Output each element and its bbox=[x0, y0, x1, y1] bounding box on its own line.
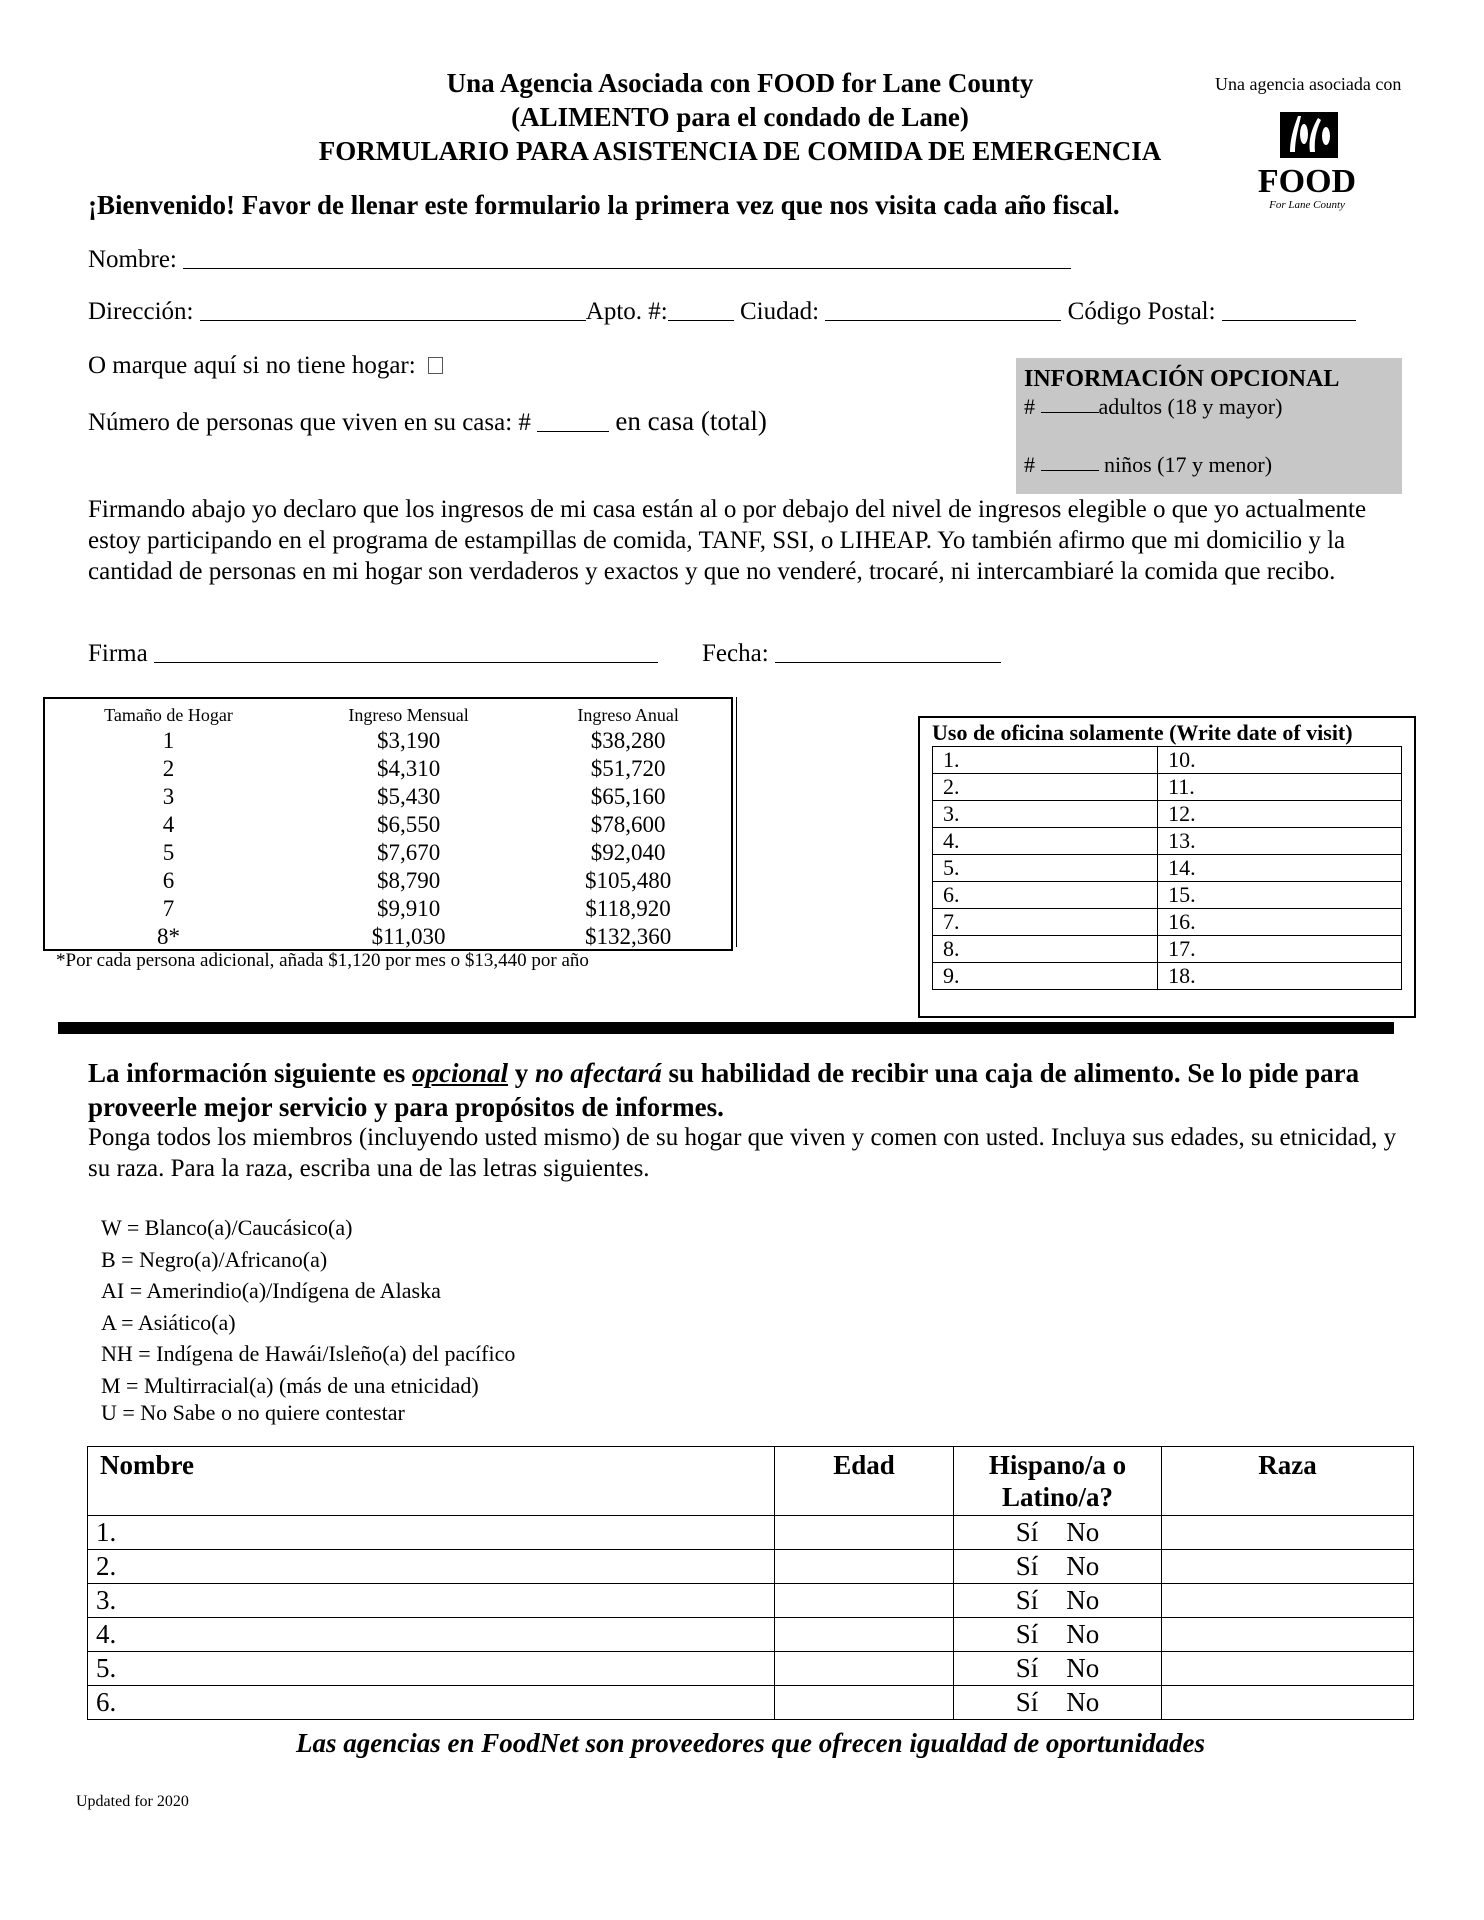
income-row bbox=[45, 923, 731, 951]
income-row bbox=[45, 727, 731, 755]
income-cell-annual: $118,920 bbox=[585, 896, 671, 921]
household-row bbox=[88, 1550, 1414, 1584]
hispanic-no-option[interactable]: No bbox=[1066, 1619, 1100, 1649]
address-field[interactable] bbox=[200, 298, 586, 321]
income-cell-size: 5 bbox=[162, 840, 175, 865]
household-name-cell[interactable] bbox=[88, 1584, 775, 1618]
heading-part3: su habilidad de recibir una caja de alimento. Se lo pide para proveerle mejor servicio y para propósitos de informes. bbox=[88, 1058, 1360, 1122]
household-row bbox=[88, 1652, 1414, 1686]
household-name-cell[interactable] bbox=[88, 1618, 775, 1652]
children-prefix: # bbox=[1024, 452, 1035, 477]
office-use-row bbox=[933, 963, 1402, 990]
logo-caption: Una agencia asociada con bbox=[1215, 74, 1402, 94]
income-cell-size: 8* bbox=[156, 924, 180, 949]
household-race-cell[interactable] bbox=[1162, 1652, 1414, 1686]
income-header-monthly: Ingreso Mensual bbox=[348, 704, 469, 725]
income-cell-annual: $105,480 bbox=[584, 868, 672, 893]
income-table bbox=[43, 697, 733, 951]
household-header-hispanic-line1: Hispano/a o bbox=[988, 1450, 1127, 1480]
race-codes-list bbox=[101, 1212, 515, 1429]
race-code-item: M = Multirracial(a) (más de una etnicidad) bbox=[101, 1372, 479, 1398]
office-use-visit-date-cell[interactable]: 6. bbox=[933, 882, 1158, 909]
income-table-side-line bbox=[736, 697, 737, 947]
homeless-checkbox[interactable] bbox=[428, 357, 443, 374]
income-cell-monthly: $7,670 bbox=[376, 840, 441, 865]
logo-sub-text: For Lane County bbox=[1269, 199, 1345, 211]
income-cell-size: 1 bbox=[162, 728, 175, 753]
office-use-visit-date-cell[interactable]: 2. bbox=[933, 774, 1158, 801]
income-cell-size: 2 bbox=[162, 756, 175, 781]
children-label: niños (17 y menor) bbox=[1104, 452, 1273, 477]
optional-section-heading bbox=[88, 1056, 1398, 1124]
section-divider bbox=[58, 1022, 1394, 1034]
office-use-visit-date-cell[interactable]: 10. bbox=[1158, 747, 1402, 774]
household-row-number: 1. bbox=[96, 1517, 117, 1547]
zip-label: Código Postal: bbox=[1067, 298, 1216, 325]
office-use-title: Uso de oficina solamente (Write date of visit) bbox=[932, 720, 1353, 745]
children-row bbox=[1024, 452, 1272, 478]
optional-info-box bbox=[1016, 358, 1402, 494]
apt-field[interactable] bbox=[668, 298, 734, 321]
office-use-visit-date-cell[interactable]: 14. bbox=[1158, 855, 1402, 882]
household-race-cell[interactable] bbox=[1162, 1550, 1414, 1584]
children-field[interactable] bbox=[1041, 452, 1099, 471]
income-cell-size: 6 bbox=[162, 868, 175, 893]
income-row bbox=[45, 755, 731, 783]
hispanic-no-option[interactable]: No bbox=[1066, 1551, 1100, 1581]
logo-food-text: FOOD bbox=[1257, 163, 1357, 200]
apt-label: Apto. #: bbox=[585, 298, 668, 325]
office-use-visit-date-cell[interactable]: 11. bbox=[1158, 774, 1402, 801]
household-header-hispanic bbox=[954, 1447, 1162, 1516]
income-cell-size: 7 bbox=[162, 896, 175, 921]
persons-suffix: en casa (total) bbox=[615, 406, 767, 436]
household-row bbox=[88, 1516, 1414, 1550]
office-use-row bbox=[933, 774, 1402, 801]
office-use-visit-date-cell[interactable]: 3. bbox=[933, 801, 1158, 828]
income-row bbox=[45, 895, 731, 923]
race-code-item: W = Blanco(a)/Caucásico(a) bbox=[101, 1215, 353, 1240]
household-hispanic-cell bbox=[954, 1652, 1162, 1686]
office-use-row bbox=[933, 936, 1402, 963]
homeless-row bbox=[88, 352, 443, 380]
income-cell-size: 4 bbox=[162, 812, 175, 837]
income-footnote: *Por cada persona adicional, añada $1,120 por mes o $13,440 por año bbox=[56, 950, 589, 971]
income-cell-monthly: $6,550 bbox=[376, 812, 441, 837]
household-name-cell[interactable] bbox=[88, 1686, 775, 1720]
household-row-number: 4. bbox=[96, 1619, 117, 1649]
hispanic-yes-option[interactable]: Sí bbox=[1015, 1619, 1039, 1649]
office-use-box bbox=[918, 716, 1416, 1018]
adults-prefix: # bbox=[1024, 394, 1035, 419]
income-row bbox=[45, 867, 731, 895]
household-race-cell[interactable] bbox=[1162, 1584, 1414, 1618]
household-name-cell[interactable] bbox=[88, 1516, 775, 1550]
hispanic-yes-option[interactable]: Sí bbox=[1015, 1687, 1039, 1717]
optional-section-instructions: Ponga todos los miembros (incluyendo usted mismo) de su hogar que viven y comen con usted. Incluya sus edades, su etnicidad, y su raza. Para la raza, escriba una de las letras siguientes. bbox=[88, 1124, 1397, 1182]
household-header-name: Nombre bbox=[88, 1447, 775, 1516]
household-hispanic-cell bbox=[954, 1550, 1162, 1584]
signature-label: Firma bbox=[88, 640, 148, 667]
address-label: Dirección: bbox=[88, 298, 194, 325]
race-code-item: U = No Sabe o no quiere contestar bbox=[101, 1400, 405, 1425]
income-cell-monthly: $4,310 bbox=[376, 756, 441, 781]
income-cell-monthly: $9,910 bbox=[376, 896, 441, 921]
income-header-annual: Ingreso Anual bbox=[577, 704, 679, 725]
equal-opportunity-statement: Las agencias en FoodNet son proveedores que ofrecen igualdad de oportunidades bbox=[296, 1728, 1205, 1758]
signature-row bbox=[88, 640, 658, 668]
office-use-visit-date-cell[interactable]: 8. bbox=[933, 936, 1158, 963]
adults-row bbox=[1024, 394, 1282, 420]
hispanic-no-option[interactable]: No bbox=[1066, 1585, 1100, 1615]
income-cell-annual: $92,040 bbox=[590, 840, 666, 865]
office-use-visit-date-cell[interactable]: 12. bbox=[1158, 801, 1402, 828]
income-row bbox=[45, 839, 731, 867]
date-label: Fecha: bbox=[702, 640, 769, 667]
office-use-row bbox=[933, 747, 1402, 774]
hispanic-yes-option[interactable]: Sí bbox=[1015, 1517, 1039, 1547]
household-row-number: 2. bbox=[96, 1551, 117, 1581]
household-row bbox=[88, 1686, 1414, 1720]
household-age-cell[interactable] bbox=[775, 1652, 954, 1686]
income-cell-annual: $65,160 bbox=[590, 784, 666, 809]
adults-label: adultos (18 y mayor) bbox=[1098, 394, 1283, 419]
office-use-row bbox=[933, 801, 1402, 828]
household-hispanic-cell bbox=[954, 1584, 1162, 1618]
household-name-cell[interactable] bbox=[88, 1550, 775, 1584]
race-code-item: B = Negro(a)/Africano(a) bbox=[101, 1246, 328, 1272]
office-use-row bbox=[933, 855, 1402, 882]
race-code-item: NH = Indígena de Hawái/Isleño(a) del pacífico bbox=[101, 1341, 516, 1366]
office-use-visit-date-cell[interactable]: 9. bbox=[933, 963, 1158, 990]
household-row-number: 3. bbox=[96, 1585, 117, 1615]
income-cell-monthly: $8,790 bbox=[376, 868, 441, 893]
office-use-visit-date-cell[interactable]: 5. bbox=[933, 855, 1158, 882]
income-cell-annual: $78,600 bbox=[590, 812, 666, 837]
household-age-cell[interactable] bbox=[775, 1584, 954, 1618]
household-row bbox=[88, 1618, 1414, 1652]
office-use-visit-date-cell[interactable]: 17. bbox=[1158, 936, 1402, 963]
office-use-visit-date-cell[interactable]: 4. bbox=[933, 828, 1158, 855]
name-label: Nombre: bbox=[88, 246, 177, 273]
zip-field[interactable] bbox=[1222, 298, 1356, 321]
income-cell-annual: $38,280 bbox=[590, 728, 666, 753]
city-label: Ciudad: bbox=[739, 298, 820, 325]
hispanic-no-option[interactable]: No bbox=[1066, 1687, 1100, 1717]
household-row-number: 5. bbox=[96, 1653, 117, 1683]
hispanic-yes-option[interactable]: Sí bbox=[1015, 1653, 1039, 1683]
adults-field[interactable] bbox=[1041, 394, 1099, 413]
household-hispanic-cell bbox=[954, 1618, 1162, 1652]
office-use-visit-date-cell[interactable]: 13. bbox=[1158, 828, 1402, 855]
hispanic-no-option[interactable]: No bbox=[1066, 1653, 1100, 1683]
form-title-line2: (ALIMENTO para el condado de Lane) bbox=[511, 102, 969, 132]
income-header-row bbox=[45, 699, 731, 727]
homeless-label: O marque aquí si no tiene hogar: bbox=[88, 352, 416, 379]
household-race-cell[interactable] bbox=[1162, 1686, 1414, 1720]
income-cell-annual: $51,720 bbox=[590, 756, 666, 781]
household-age-cell[interactable] bbox=[775, 1550, 954, 1584]
office-use-row bbox=[933, 828, 1402, 855]
persons-label: Número de personas que viven en su casa: # bbox=[88, 409, 531, 436]
office-use-row bbox=[933, 882, 1402, 909]
household-header-race: Raza bbox=[1162, 1447, 1414, 1516]
income-row bbox=[45, 783, 731, 811]
income-cell-monthly: $11,030 bbox=[371, 924, 446, 949]
household-age-cell[interactable] bbox=[775, 1686, 954, 1720]
office-use-visit-date-cell[interactable]: 15. bbox=[1158, 882, 1402, 909]
hispanic-no-option[interactable]: No bbox=[1066, 1517, 1100, 1547]
updated-note: Updated for 2020 bbox=[76, 1793, 189, 1810]
office-use-visit-date-cell[interactable]: 16. bbox=[1158, 909, 1402, 936]
income-header-size: Tamaño de Hogar bbox=[104, 704, 233, 725]
address-row bbox=[88, 298, 1356, 326]
heading-opcional: opcional bbox=[412, 1058, 509, 1088]
optional-info-title: INFORMACIÓN OPCIONAL bbox=[1024, 366, 1340, 392]
household-header-row bbox=[88, 1447, 1414, 1516]
race-code-item: A = Asiático(a) bbox=[101, 1309, 236, 1335]
date-row bbox=[702, 640, 1001, 668]
welcome-text: ¡Bienvenido! Favor de llenar este formulario la primera vez que nos visita cada año fiscal. bbox=[88, 190, 1120, 220]
income-cell-monthly: $3,190 bbox=[376, 728, 441, 753]
name-row bbox=[88, 246, 1071, 274]
form-title-line3: FORMULARIO PARA ASISTENCIA DE COMIDA DE EMERGENCIA bbox=[318, 136, 1162, 166]
persons-row bbox=[88, 406, 767, 437]
office-use-visit-date-cell[interactable]: 18. bbox=[1158, 963, 1402, 990]
income-cell-monthly: $5,430 bbox=[376, 784, 441, 809]
household-age-cell[interactable] bbox=[775, 1516, 954, 1550]
heading-no-afectara: no afectará bbox=[535, 1058, 662, 1088]
city-field[interactable] bbox=[825, 298, 1061, 321]
household-row-number: 6. bbox=[96, 1687, 117, 1717]
office-use-visit-date-cell[interactable]: 1. bbox=[933, 747, 1158, 774]
household-race-cell[interactable] bbox=[1162, 1618, 1414, 1652]
hispanic-yes-option[interactable]: Sí bbox=[1015, 1551, 1039, 1581]
declaration-text: Firmando abajo yo declaro que los ingresos de mi casa están al o por debajo del nivel de ingresos elegible o que yo actualmente estoy participando en el programa de estampillas de comida, TANF, SSI, o LIHEAP. Yo también afirmo que mi domicilio y la cantidad de personas en mi hogar son verdaderos y exactos y que no venderé, trocaré, ni intercambiaré la comida que recibo. bbox=[88, 496, 1367, 585]
name-field[interactable] bbox=[183, 246, 1071, 269]
heading-part1: La información siguiente es bbox=[88, 1058, 412, 1088]
income-cell-annual: $132,360 bbox=[584, 924, 672, 949]
food-for-lane-county-logo bbox=[1257, 106, 1357, 218]
income-row bbox=[45, 811, 731, 839]
household-name-cell[interactable] bbox=[88, 1652, 775, 1686]
hispanic-yes-option[interactable]: Sí bbox=[1015, 1585, 1039, 1615]
office-use-row bbox=[933, 909, 1402, 936]
race-code-item: AI = Amerindio(a)/Indígena de Alaska bbox=[101, 1278, 441, 1303]
household-header-age: Edad bbox=[775, 1447, 954, 1516]
income-cell-size: 3 bbox=[162, 784, 175, 809]
household-table bbox=[87, 1446, 1414, 1720]
household-age-cell[interactable] bbox=[775, 1618, 954, 1652]
form-title-line1: Una Agencia Asociada con FOOD for Lane County bbox=[446, 68, 1034, 98]
heading-part2: y bbox=[508, 1058, 536, 1088]
office-use-visit-date-cell[interactable]: 7. bbox=[933, 909, 1158, 936]
signature-field[interactable] bbox=[154, 640, 658, 663]
household-hispanic-cell bbox=[954, 1516, 1162, 1550]
household-hispanic-cell bbox=[954, 1686, 1162, 1720]
household-row bbox=[88, 1584, 1414, 1618]
household-race-cell[interactable] bbox=[1162, 1516, 1414, 1550]
persons-count-field[interactable] bbox=[537, 409, 609, 432]
household-header-hispanic-line2: Latino/a? bbox=[1001, 1482, 1114, 1512]
date-field[interactable] bbox=[775, 640, 1001, 663]
